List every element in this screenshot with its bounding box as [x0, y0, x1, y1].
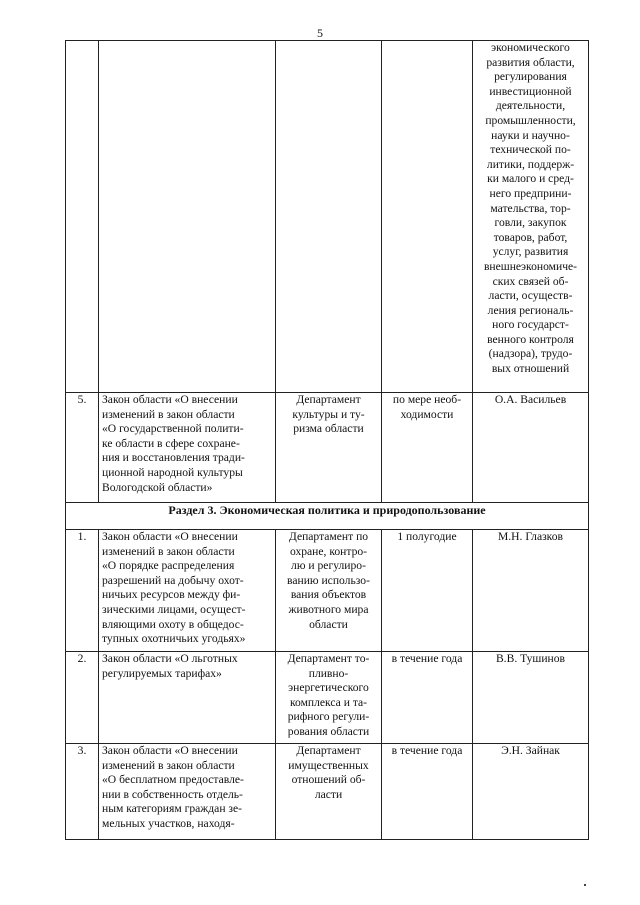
text-line: деятельности, — [495, 99, 566, 113]
text-line: ки малого и сред- — [487, 172, 574, 186]
cell-empty — [66, 41, 99, 393]
text-line: Закон области «О внесении — [102, 393, 238, 406]
text-line: развития области, — [486, 55, 575, 69]
cell-responsible: В.В. Тушинов — [473, 652, 589, 744]
cell-term — [382, 393, 473, 503]
text-line: Закон области «О внесении — [102, 530, 238, 543]
text-line: ходимости — [400, 407, 454, 421]
text-line: в течение года — [391, 652, 463, 665]
text-line: вания объектов — [290, 588, 367, 602]
text-line: «О порядке распределения — [102, 559, 235, 573]
table-row — [66, 652, 589, 744]
text-line: тупных охотничьих угодьях» — [102, 632, 246, 646]
text-line: изменений в закон области — [102, 758, 235, 772]
table-row-continuation — [66, 41, 589, 393]
text-line: изменений в закон области — [102, 544, 235, 558]
text-line: зическими лицами, осущест- — [102, 602, 246, 616]
text-line: внешнеэкономиче- — [483, 259, 578, 273]
text-line: лю и регулиро- — [291, 559, 366, 573]
text-line: ным категориям граждан зе- — [102, 802, 243, 816]
text-line: энергетического — [288, 681, 369, 695]
text-line: ризма области — [293, 422, 364, 436]
text-line: ционной народной культуры — [102, 465, 243, 479]
text-line: пливно- — [308, 666, 349, 680]
text-line: Департамент — [296, 744, 361, 757]
cell-number: 3. — [66, 744, 99, 840]
text-line: экономического — [491, 41, 570, 54]
text-line: науки и научно- — [491, 128, 570, 142]
text-line: регулируемых тарифах» — [102, 666, 222, 680]
cell-number: 2. — [66, 652, 99, 744]
text-line: говли, закупок — [494, 216, 567, 230]
section-header-row — [66, 503, 589, 530]
scan-speck — [584, 884, 586, 886]
cell-law-title — [99, 652, 276, 744]
text-line: животного мира — [288, 602, 369, 616]
text-line: Закон области «О внесении — [102, 744, 238, 757]
cell-number: 1. — [66, 530, 99, 652]
text-line: культуры и ту- — [292, 407, 365, 421]
text-line: мательства, тор- — [490, 201, 571, 215]
text-line: литики, поддерж- — [486, 157, 575, 171]
cell-law-title — [99, 744, 276, 840]
cell-responsible: О.А. Васильев — [473, 393, 589, 503]
cell-department — [276, 652, 382, 744]
text-line: ного государст- — [492, 318, 569, 332]
cell-number: 5. — [66, 393, 99, 503]
text-line: рифного регули- — [287, 710, 370, 724]
cell-law-title — [99, 530, 276, 652]
text-line: в течение года — [391, 744, 463, 757]
text-line: технической по- — [490, 143, 571, 157]
text-line: рования области — [287, 724, 370, 738]
section-title: Раздел 3. Экономическая политика и природопользование — [66, 503, 589, 530]
text-line: Департамент — [296, 393, 361, 406]
text-line: разрешений на добычу охот- — [102, 573, 244, 587]
text-line: венного контроля — [487, 332, 574, 346]
text-line: 1 полугодие — [397, 530, 457, 543]
text-line: Вологодской области» — [102, 480, 213, 494]
text-line: мельных участков, находя- — [102, 816, 235, 830]
cell-responsible: Э.Н. Зайнак — [473, 744, 589, 840]
text-line: регулирования — [494, 70, 567, 84]
page-number: 5 — [317, 26, 323, 40]
cell-term — [382, 652, 473, 744]
text-line: охране, контро- — [289, 544, 368, 558]
text-line: «О бесплатном предоставле- — [102, 773, 244, 787]
text-line: ласти — [314, 787, 343, 801]
cell-responsible-continuation — [473, 41, 589, 393]
text-line: ничьих ресурсов между фи- — [102, 588, 241, 602]
text-line: него предприни- — [489, 186, 572, 200]
text-line: «О государственной полити- — [102, 422, 244, 436]
text-line: имущественных — [288, 758, 369, 772]
text-line: ния и восстановления тради- — [102, 451, 245, 465]
text-line: ласти, осуществ- — [488, 289, 573, 303]
cell-term — [382, 744, 473, 840]
text-line: ке области в сфере сохране- — [102, 436, 240, 450]
text-line: ванию использо- — [287, 573, 370, 587]
cell-law-title — [99, 393, 276, 503]
text-line: вых отношений — [491, 362, 570, 376]
text-line: Департамент по — [288, 530, 369, 543]
text-line: вляющими охоту в общедос- — [102, 617, 244, 631]
cell-empty — [276, 41, 382, 393]
text-line: услуг, развития — [492, 245, 569, 259]
text-line: инвестиционной — [489, 84, 572, 98]
cell-term — [382, 530, 473, 652]
text-line: Закон области «О льготных — [102, 652, 238, 665]
text-line: (надзора), трудо- — [488, 347, 573, 361]
text-line: промышленности, — [485, 113, 576, 127]
cell-department — [276, 530, 382, 652]
plan-table — [65, 40, 589, 840]
table-row — [66, 393, 589, 503]
text-line: области — [309, 617, 348, 631]
text-line: отношений об- — [291, 773, 366, 787]
text-line: ских связей об- — [492, 274, 569, 288]
cell-empty — [99, 41, 276, 393]
text-line: ления региональ- — [487, 303, 574, 317]
table-row — [66, 744, 589, 840]
text-line: Департамент то- — [287, 652, 370, 665]
cell-empty — [382, 41, 473, 393]
text-line: комплекса и та- — [289, 695, 368, 709]
text-line: товаров, работ, — [493, 230, 568, 244]
text-line: по мере необ- — [392, 393, 462, 406]
text-line: изменений в закон области — [102, 407, 235, 421]
cell-responsible: М.Н. Глазков — [473, 530, 589, 652]
text-line: нии в собственность отдель- — [102, 787, 243, 801]
cell-department — [276, 744, 382, 840]
table-row — [66, 530, 589, 652]
cell-department — [276, 393, 382, 503]
